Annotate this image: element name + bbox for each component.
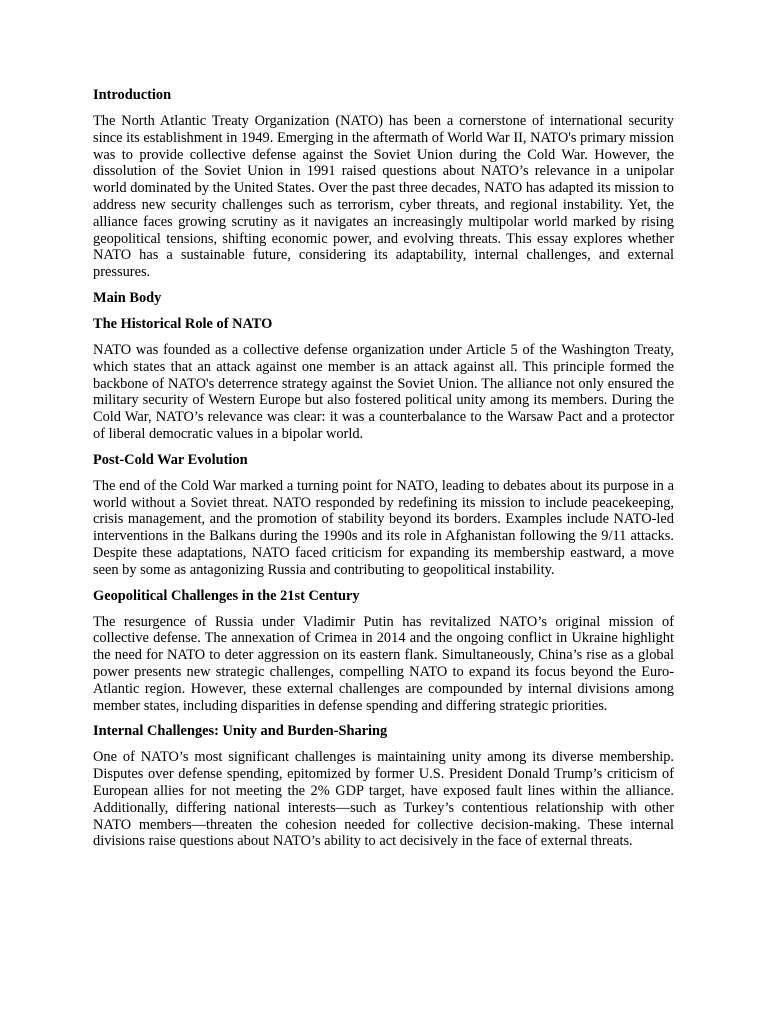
paragraph-internal-challenges: One of NATO’s most significant challenges is maintaining unity among its diverse membership. Disputes over defense spending, epitomized by former U.S. President Donald Trump’s criticism of European allies for not meeting the 2% GDP target, have exposed fault lines within the alliance. Additionally, differing national interests—such as Turkey’s contentious relationship with other NATO members—threaten the cohesion needed for collective decision-making. These internal divisions raise questions about NATO’s ability to act decisively in the face of external threats. — [93, 749, 674, 850]
paragraph-geopolitical-challenges: The resurgence of Russia under Vladimir Putin has revitalized NATO’s original mission of collective defense. The annexation of Crimea in 2014 and the ongoing conflict in Ukraine highlight the need for NATO to deter aggression on its eastern flank. Simultaneously, China’s rise as a global power presents new strategic challenges, compelling NATO to expand its focus beyond the Euro-Atlantic region. However, these external challenges are compounded by internal divisions among member states, including disparities in defense spending and differing strategic priorities. — [93, 613, 674, 714]
document-page — [93, 87, 674, 859]
paragraph-historical-role: NATO was founded as a collective defense organization under Article 5 of the Washington Treaty, which states that an attack against one member is an attack against all. This principle formed the backbone of NATO's deterrence strategy against the Soviet Union. The alliance not only ensured the military security of Western Europe but also fostered political unity among its members. During the Cold War, NATO’s relevance was clear: it was a counterbalance to the Warsaw Pact and a protector of liberal democratic values in a bipolar world. — [93, 341, 674, 442]
heading-geopolitical-challenges: Geopolitical Challenges in the 21st Century — [93, 587, 360, 604]
heading-main-body: Main Body — [93, 289, 162, 306]
heading-introduction: Introduction — [93, 87, 172, 103]
heading-historical-role: The Historical Role of NATO — [93, 315, 273, 332]
heading-internal-challenges: Internal Challenges: Unity and Burden-Sharing — [93, 723, 388, 740]
heading-post-cold-war: Post-Cold War Evolution — [93, 451, 248, 468]
paragraph-introduction: The North Atlantic Treaty Organization (NATO) has been a cornerstone of international security since its establishment in 1949. Emerging in the aftermath of World War II, NATO's primary mission was to provide collective defense against the Soviet Union during the Cold War. However, the dissolution of the Soviet Union in 1991 raised questions about NATO’s relevance in a unipolar world dominated by the United States. Over the past three decades, NATO has adapted its mission to address new security challenges such as terrorism, cyber threats, and regional instability. Yet, the alliance faces growing scrutiny as it navigates an increasingly multipolar world marked by rising geopolitical tensions, shifting economic power, and evolving threats. This essay explores whether NATO has a sustainable future, considering its adaptability, internal challenges, and external pressures. — [93, 113, 674, 281]
paragraph-post-cold-war: The end of the Cold War marked a turning point for NATO, leading to debates about its purpose in a world without a Soviet threat. NATO responded by redefining its mission to include peacekeeping, crisis management, and the promotion of stability beyond its borders. Examples include NATO-led interventions in the Balkans during the 1990s and its role in Afghanistan following the 9/11 attacks. Despite these adaptations, NATO faced criticism for expanding its membership eastward, a move seen by some as antagonizing Russia and contributing to geopolitical instability. — [93, 477, 674, 578]
